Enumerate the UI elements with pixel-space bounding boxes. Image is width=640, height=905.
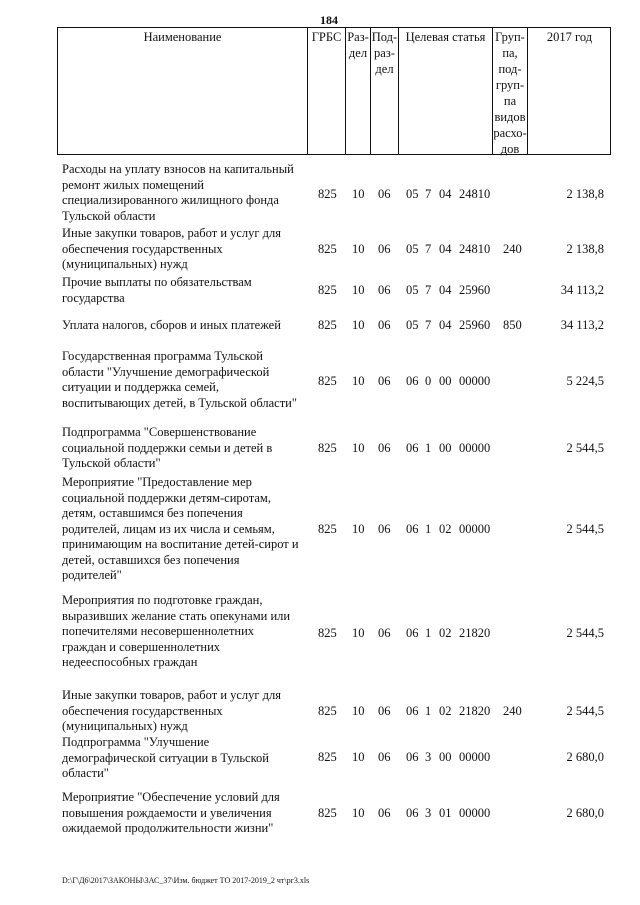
- row-code-c3: 01: [439, 806, 452, 820]
- row-name-line: Подпрограмма "Совершенствование: [62, 425, 257, 439]
- row-name-line: области": [62, 766, 109, 780]
- row-code-c1: 05: [406, 242, 419, 256]
- row-code-c2: 7: [425, 242, 432, 256]
- row-amount: 2 544,5: [566, 626, 604, 640]
- header-line: дов: [500, 142, 520, 156]
- row-name-line: Подпрограмма "Улучшение: [62, 735, 210, 749]
- header-grbs: ГРБС: [311, 30, 342, 44]
- row-code-grbs: 825: [318, 283, 337, 297]
- row-code-c4: 00000: [459, 750, 491, 764]
- row-code-c2: 0: [425, 374, 432, 388]
- row-code-pr: 06: [378, 750, 391, 764]
- row-code-grbs: 825: [318, 242, 337, 256]
- row-code-rz: 10: [352, 283, 365, 297]
- row-code-grbs: 825: [318, 522, 337, 536]
- header-line: груп-: [495, 78, 525, 92]
- header-line: Груп-: [495, 30, 525, 44]
- row-amount: 2 138,8: [566, 187, 604, 201]
- row-code-rz: 10: [352, 626, 365, 640]
- row-code-c4: 21820: [459, 704, 491, 718]
- row-code-c2: 7: [425, 318, 432, 332]
- row-code-pr: 06: [378, 522, 391, 536]
- row-code-c4: 00000: [459, 374, 491, 388]
- row-code-pr: 06: [378, 318, 391, 332]
- row-name-line: Расходы на уплату взносов на капитальный: [62, 162, 294, 176]
- row-code-c3: 02: [439, 704, 452, 718]
- row-code-c1: 05: [406, 283, 419, 297]
- row-code-rz: 10: [352, 318, 365, 332]
- header-year: 2017 год: [546, 30, 593, 44]
- row-name-line: детям, оставшимся без попечения: [62, 506, 243, 520]
- row-code-grbs: 825: [318, 187, 337, 201]
- row-code-vr: 240: [503, 704, 522, 718]
- row-code-c3: 00: [439, 374, 452, 388]
- row-code-c2: 7: [425, 187, 432, 201]
- row-amount: 2 680,0: [566, 806, 604, 820]
- row-amount: 2 544,5: [566, 522, 604, 536]
- row-name: [62, 226, 312, 273]
- row-amount: 2 138,8: [566, 242, 604, 256]
- row-code-c3: 00: [439, 750, 452, 764]
- row-code-c3: 02: [439, 522, 452, 536]
- row-code-pr: 06: [378, 374, 391, 388]
- row-name-line: Мероприятие "Предоставление мер: [62, 475, 252, 489]
- row-code-rz: 10: [352, 750, 365, 764]
- row-name-line: Иные закупки товаров, работ и услуг для: [62, 688, 282, 702]
- row-code-c2: 3: [425, 750, 432, 764]
- row-amount: 5 224,5: [566, 374, 604, 388]
- row-name-line: принимающим на воспитание детей-сирот и: [62, 537, 299, 551]
- row-code-rz: 10: [352, 522, 365, 536]
- row-code-c1: 06: [406, 522, 419, 536]
- row-name-line: (муниципальных) нужд: [62, 719, 188, 733]
- row-code-c4: 25960: [459, 283, 491, 297]
- header-line: под-: [498, 62, 522, 76]
- row-name: [62, 162, 312, 224]
- row-name-line: граждан и совершеннолетних: [62, 639, 221, 654]
- row-name-line: ситуации и поддержка семей,: [62, 380, 219, 394]
- row-name: [62, 425, 312, 472]
- row-code-c4: 00000: [459, 441, 491, 455]
- row-code-c4: 24810: [459, 242, 491, 256]
- row-code-c3: 04: [439, 283, 452, 297]
- row-name: [62, 318, 312, 334]
- header-line: па,: [502, 46, 518, 60]
- row-name-line: области "Улучшение демографической: [62, 364, 270, 379]
- row-name: [62, 275, 312, 306]
- header-line: Под-: [371, 30, 398, 44]
- header-line: Раз-: [347, 30, 369, 44]
- row-code-c1: 06: [406, 441, 419, 455]
- row-name-line: недееспособных граждан: [62, 655, 198, 669]
- row-code-c2: 1: [425, 441, 432, 455]
- row-amount: 34 113,2: [560, 318, 604, 332]
- row-code-grbs: 825: [318, 318, 337, 332]
- row-amount: 2 544,5: [566, 441, 604, 455]
- row-code-pr: 06: [378, 242, 391, 256]
- row-code-c4: 25960: [459, 318, 491, 332]
- file-path-footer: D:\Г\Д6\2017\ЗАКОНЫ\ЗАС_37\Изм. бюджет ТО 2017-2019_2 чт\рг3.xls: [62, 876, 310, 885]
- row-code-c1: 06: [406, 374, 419, 388]
- row-name-line: обеспечения государственных: [62, 241, 223, 256]
- header-line: па: [503, 94, 517, 108]
- header-target-article: Целевая статья: [405, 30, 486, 44]
- row-name-line: демографической ситуации в Тульской: [62, 750, 269, 765]
- row-name-line: специализированного жилищного фонда: [62, 193, 279, 207]
- row-code-c2: 1: [425, 522, 432, 536]
- row-code-c3: 02: [439, 626, 452, 640]
- row-amount: 2 544,5: [566, 704, 604, 718]
- row-name-line: ремонт жилых помещений: [62, 177, 204, 192]
- row-code-c2: 1: [425, 626, 432, 640]
- row-name-line: социальной поддержки детям-сиротам,: [62, 490, 271, 505]
- row-code-vr: 240: [503, 242, 522, 256]
- row-amount: 34 113,2: [560, 283, 604, 297]
- row-name: [62, 688, 312, 735]
- row-code-rz: 10: [352, 441, 365, 455]
- header-line: расхо-: [493, 126, 527, 140]
- header-name: Наименование: [143, 30, 222, 44]
- header-line: видов: [494, 110, 526, 124]
- row-name-line: социальной поддержки семьи и детей в: [62, 440, 273, 455]
- row-name-line: Тульской области: [62, 208, 156, 223]
- row-code-c3: 00: [439, 441, 452, 455]
- row-name: [62, 349, 312, 411]
- row-code-rz: 10: [352, 806, 365, 820]
- row-name-line: Прочие выплаты по обязательствам: [62, 275, 252, 289]
- row-code-grbs: 825: [318, 626, 337, 640]
- row-code-c1: 06: [406, 626, 419, 640]
- row-name-line: ожидаемой продолжительности жизни": [62, 821, 274, 835]
- row-code-c3: 04: [439, 318, 452, 332]
- row-name-line: Мероприятия по подготовке граждан,: [62, 593, 263, 607]
- row-name-line: Уплата налогов, сборов и иных платежей: [62, 318, 281, 332]
- row-code-c3: 04: [439, 187, 452, 201]
- row-code-c4: 00000: [459, 806, 491, 820]
- row-name: [62, 475, 312, 584]
- row-name-line: Иные закупки товаров, работ и услуг для: [62, 226, 282, 240]
- row-name-line: воспитывающих детей, в Тульской области": [62, 395, 297, 410]
- row-code-rz: 10: [352, 242, 365, 256]
- row-name: [62, 593, 312, 671]
- row-code-c1: 05: [406, 318, 419, 332]
- row-code-c1: 06: [406, 704, 419, 718]
- row-name-line: Государственная программа Тульской: [62, 349, 263, 363]
- header-line: дел: [348, 46, 368, 60]
- row-code-c1: 06: [406, 750, 419, 764]
- row-code-c3: 04: [439, 242, 452, 256]
- row-amount: 2 680,0: [566, 750, 604, 764]
- row-code-pr: 06: [378, 283, 391, 297]
- row-code-c4: 24810: [459, 187, 491, 201]
- row-name-line: попечителями несовершеннолетних: [62, 624, 255, 638]
- row-code-rz: 10: [352, 374, 365, 388]
- row-name-line: (муниципальных) нужд: [62, 257, 188, 271]
- row-name-line: детей, оставшихся без попечения: [62, 552, 240, 567]
- header-line: раз-: [374, 46, 395, 60]
- row-code-vr: 850: [503, 318, 522, 332]
- row-name-line: родителей": [62, 568, 122, 582]
- row-code-c4: 21820: [459, 626, 491, 640]
- row-name-line: родителей, лицам из их числа и семьям,: [62, 521, 275, 536]
- header-line: дел: [375, 62, 394, 76]
- row-code-grbs: 825: [318, 441, 337, 455]
- page-number: 184: [320, 13, 338, 27]
- row-code-pr: 06: [378, 626, 391, 640]
- row-code-c2: 3: [425, 806, 432, 820]
- row-name-line: обеспечения государственных: [62, 703, 223, 718]
- row-code-c4: 00000: [459, 522, 491, 536]
- row-code-rz: 10: [352, 187, 365, 201]
- row-code-c1: 05: [406, 187, 419, 201]
- row-name: [62, 790, 312, 837]
- row-code-pr: 06: [378, 187, 391, 201]
- row-name-line: повышения рождаемости и увеличения: [62, 805, 272, 820]
- row-code-c1: 06: [406, 806, 419, 820]
- row-name-line: Мероприятие "Обеспечение условий для: [62, 790, 280, 804]
- row-code-pr: 06: [378, 806, 391, 820]
- row-name-line: Тульской области": [62, 456, 161, 470]
- row-code-grbs: 825: [318, 704, 337, 718]
- row-code-pr: 06: [378, 704, 391, 718]
- row-code-c2: 1: [425, 704, 432, 718]
- row-name: [62, 735, 312, 782]
- row-code-c2: 7: [425, 283, 432, 297]
- row-name-line: государства: [62, 290, 125, 305]
- row-code-grbs: 825: [318, 750, 337, 764]
- row-code-pr: 06: [378, 441, 391, 455]
- row-code-grbs: 825: [318, 806, 337, 820]
- row-code-rz: 10: [352, 704, 365, 718]
- row-name-line: выразивших желание стать опекунами или: [62, 608, 291, 623]
- row-code-grbs: 825: [318, 374, 337, 388]
